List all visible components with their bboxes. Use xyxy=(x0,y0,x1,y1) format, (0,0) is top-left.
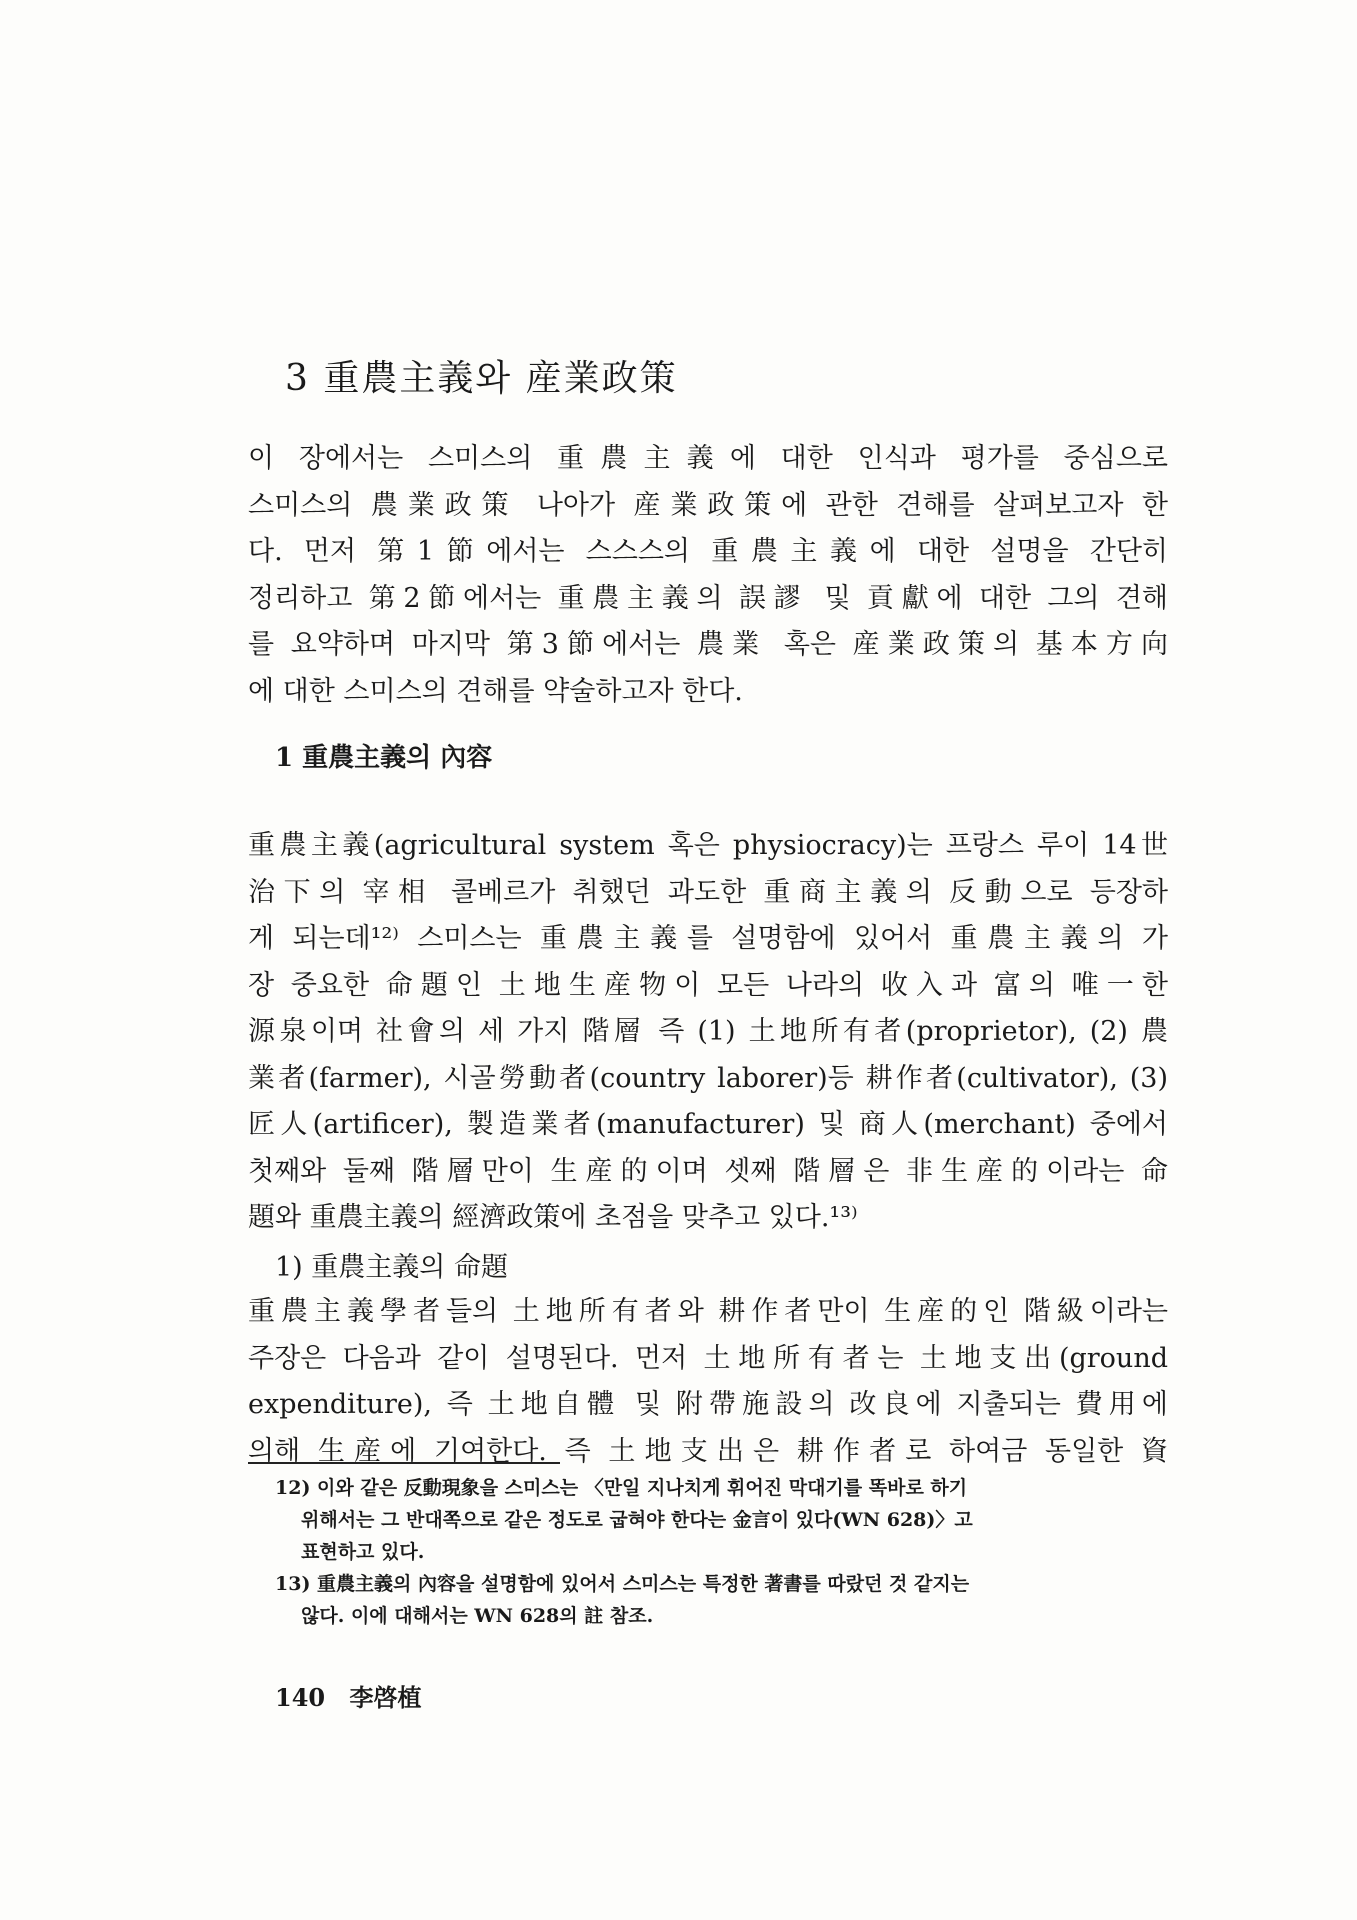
body-line: 장 중요한 命題인 土地生産物이 모든 나라의 收入과 富의 唯一한 xyxy=(248,969,1168,1001)
body-line: 重農主義(agricultural system 혹은 physiocracy)는 프랑스 루이 14世 xyxy=(248,830,1168,861)
footnote-line: 위해서는 그 반대쪽으로 같은 정도로 굽혀야 한다는 金言이 있다(WN 628)〉고 xyxy=(301,1509,973,1531)
body-paragraph xyxy=(248,1289,1168,1475)
body-line: 게 되는데¹²⁾ 스미스는 重農主義를 설명함에 있어서 重農主義의 가 xyxy=(248,923,1168,954)
footnote-line: 13) 重農主義의 內容을 설명함에 있어서 스미스는 특정한 著書를 따랐던 것 같지는 xyxy=(275,1573,970,1595)
body-line: 匠人(artificer), 製造業者(manufacturer) 및 商人(merchant) 중에서 xyxy=(248,1109,1168,1140)
page-number: 140 xyxy=(275,1683,326,1712)
chapter-title: 3 重農主義와 産業政策 xyxy=(285,358,678,399)
body-line: 源泉이며 社會의 세 가지 階層 즉 (1) 土地所有者(proprietor), (2) 農 xyxy=(248,1016,1168,1047)
body-paragraph xyxy=(248,823,1168,1242)
body-line: 의해 生産에 기여한다. 즉 土地支出은 耕作者로 하여금 동일한 資 xyxy=(248,1435,1168,1467)
body-line: 주장은 다음과 같이 설명된다. 먼저 土地所有者는 土地支出(ground xyxy=(248,1342,1168,1374)
section-heading: 1 重農主義의 內容 xyxy=(275,743,493,773)
subsection-heading: 1) 重農主義의 命題 xyxy=(275,1252,508,1283)
intro-line: 스미스의 農業政策 나아가 産業政策에 관한 견해를 살펴보고자 한 xyxy=(248,489,1168,521)
footnote-line: 않다. 이에 대해서는 WN 628의 註 참조. xyxy=(301,1605,654,1627)
footnote-line: 표현하고 있다. xyxy=(301,1541,425,1563)
intro-line: 를 요약하며 마지막 第3節에서는 農業 혹은 産業政策의 基本方向 xyxy=(248,629,1168,660)
intro-paragraph xyxy=(248,436,1168,715)
footnote-line: 12) 이와 같은 反動現象을 스미스는 〈만일 지나치게 휘어진 막대기를 똑바로 하기 xyxy=(275,1477,968,1499)
page-footer xyxy=(275,1678,437,1713)
footnote xyxy=(275,1568,1168,1632)
body-line: 重農主義學者들의 土地所有者와 耕作者만이 生産的인 階級이라는 xyxy=(248,1296,1168,1327)
body-line: expenditure), 즉 土地自體 및 附帶施設의 改良에 지출되는 費用에 xyxy=(248,1389,1168,1420)
body-line: 題와 重農主義의 經濟政策에 초점을 맞추고 있다.¹³⁾ xyxy=(248,1202,858,1233)
body-line: 첫째와 둘째 階層만이 生産的이며 셋째 階層은 非生産的이라는 命 xyxy=(248,1155,1168,1187)
body-line: 治下의 宰相 콜베르가 취했던 과도한 重商主義의 反動으로 등장하 xyxy=(248,876,1168,908)
intro-line: 다. 먼저 第1節에서는 스스스의 重農主義에 대한 설명을 간단히 xyxy=(248,536,1168,567)
footnotes xyxy=(275,1472,1168,1632)
running-author: 李啓植 xyxy=(349,1683,422,1712)
intro-line: 이 장에서는 스미스의 重農主義에 대한 인식과 평가를 중심으로 xyxy=(248,443,1168,474)
footnote xyxy=(275,1472,1168,1568)
footnote-divider xyxy=(248,1462,560,1464)
body-line: 業者(farmer), 시골勞動者(country laborer)등 耕作者(cultivator), (3) xyxy=(248,1062,1168,1094)
intro-line: 에 대한 스미스의 견해를 약술하고자 한다. xyxy=(248,675,743,707)
intro-line: 정리하고 第2節에서는 重農主義의 誤謬 및 貢獻에 대한 그의 견해 xyxy=(248,582,1168,614)
